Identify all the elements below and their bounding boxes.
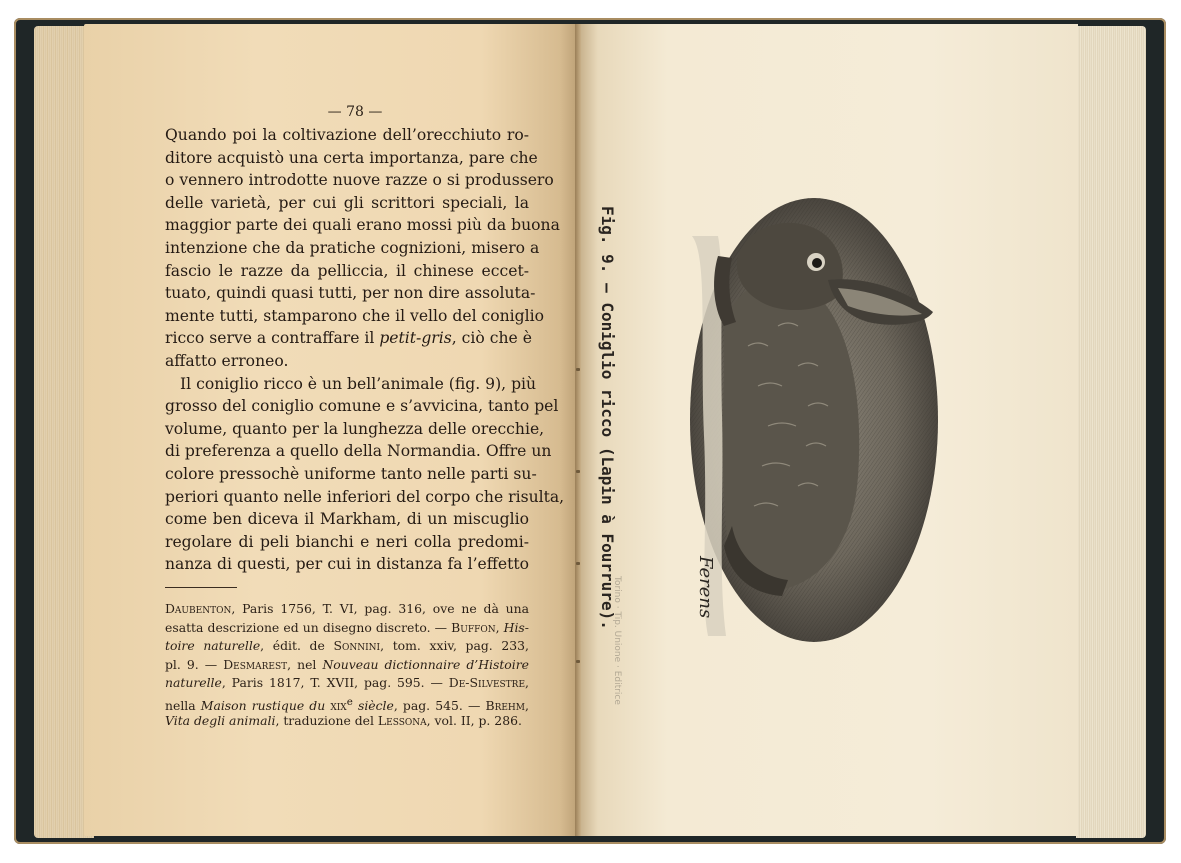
footnote-line	[165, 693, 529, 712]
text-line: Il coniglio ricco è un bell’animale (fig. 9), più	[180, 374, 537, 393]
text-line: nanza di questi, per cui in distanza fa l’effetto	[165, 555, 529, 574]
footnote-line	[165, 674, 529, 693]
italic-title: siècle	[357, 698, 394, 714]
text-line: volume, quanto per la lunghezza delle orecchie,	[165, 419, 545, 438]
figure-caption: Fig. 9. — Coniglio ricco (Lapin à Fourrure).	[598, 206, 617, 630]
author-name: Sonnini	[333, 638, 381, 654]
italic-title: Maison rustique du	[200, 698, 326, 714]
text-line: fascio le razze da pelliccia, il chinese eccet-	[165, 261, 529, 280]
text-line: periori quanto nelle inferiori del corpo che risulta,	[165, 487, 565, 506]
text-segment: , vol. II, p. 286.	[426, 712, 522, 728]
text-line: mente tutti, stamparono che il vello del coniglio	[165, 306, 545, 325]
binding-stitch	[576, 660, 580, 663]
author-name: De-Silvestre	[448, 675, 526, 691]
text-segment: , Paris 1756, T. VI, pag. 316, ove ne dà una	[231, 601, 529, 616]
italic-term: petit-gris	[379, 329, 452, 348]
rabbit-pupil	[812, 258, 822, 268]
text-line: come ben diceva il Markham, di un miscuglio	[165, 510, 529, 529]
author-name: Lessona	[377, 712, 427, 728]
page-number: — 78 —	[327, 104, 383, 120]
author-name: Buffon	[451, 619, 496, 635]
footnote-line	[165, 637, 529, 656]
right-page-edges	[1076, 26, 1146, 838]
footnote	[165, 600, 529, 730]
text-line: grosso del coniglio comune e s’avvicina, tanto pel	[165, 397, 559, 416]
superscript: e	[346, 695, 353, 708]
body-text	[165, 124, 565, 576]
text-line: regolare di peli bianchi e neri colla predomi-	[165, 532, 529, 551]
footnote-line	[165, 600, 529, 619]
italic-title: toire naturelle	[165, 638, 261, 654]
text-line: Quando poi la coltivazione dell’orecchiuto ro-	[165, 126, 529, 144]
author-name: Desmarest	[223, 656, 288, 672]
text-line: colore pressochè uniforme tanto nelle parti su-	[165, 464, 537, 483]
text-segment: ,	[524, 698, 529, 714]
century-numeral: xix	[330, 698, 347, 714]
text-line: intenzione che da pratiche cognizioni, misero a	[165, 238, 540, 257]
text-line: affatto erroneo.	[165, 351, 289, 370]
text-segment: ricco serve a contraffare il	[165, 329, 375, 348]
text-segment: nella	[165, 698, 196, 714]
artist-signature: Ferens	[695, 556, 716, 619]
text-segment: pl. 9. —	[165, 656, 218, 672]
footnote-line	[165, 656, 529, 675]
text-segment: , traduzione del	[275, 712, 374, 728]
text-segment: , nel	[287, 656, 317, 672]
text-segment: ,	[525, 675, 529, 691]
binding-stitch	[576, 562, 580, 565]
author-name: Brehm	[485, 698, 525, 714]
text-line: o vennero introdotte nuove razze o si produssero	[165, 171, 554, 190]
footnote-line	[165, 712, 529, 731]
text-segment: ,	[495, 619, 500, 635]
text-line: maggior parte dei quali erano mossi più da buona	[165, 216, 560, 235]
text-segment: , Paris 1817, T. XVII, pag. 595. —	[221, 675, 443, 691]
italic-title: His-	[503, 619, 529, 635]
text-line: di preferenza a quello della Normandia. Offre un	[165, 442, 552, 461]
italic-title: Vita degli animali	[165, 712, 276, 728]
rabbit-illustration	[678, 196, 940, 648]
text-segment: , édit. de	[260, 638, 325, 654]
book-gutter	[575, 24, 581, 836]
footnote-line	[165, 619, 529, 638]
printer-imprint: Torino · Tip. Unione · Editrice	[612, 576, 622, 705]
text-line: ditore acquistò una certa importanza, pare che	[165, 148, 538, 167]
text-segment: , ciò che è	[451, 329, 532, 348]
binding-stitch	[576, 368, 580, 371]
text-line	[165, 327, 532, 350]
text-segment: esatta descrizione ed un disegno discreto. —	[165, 619, 448, 635]
italic-title: naturelle	[165, 675, 222, 691]
italic-title: Nouveau dictionnaire d’Histoire	[322, 656, 529, 672]
text-segment: , tom. xxiv, pag. 233,	[380, 638, 529, 654]
text-segment: , pag. 545. —	[393, 698, 481, 714]
author-name: Daubenton	[165, 601, 232, 616]
text-line: delle varietà, per cui gli scrittori speciali, la	[165, 193, 529, 212]
text-line: tuato, quindi quasi tutti, per non dire assoluta-	[165, 284, 536, 303]
footnote-rule	[165, 587, 237, 588]
binding-stitch	[576, 470, 580, 473]
